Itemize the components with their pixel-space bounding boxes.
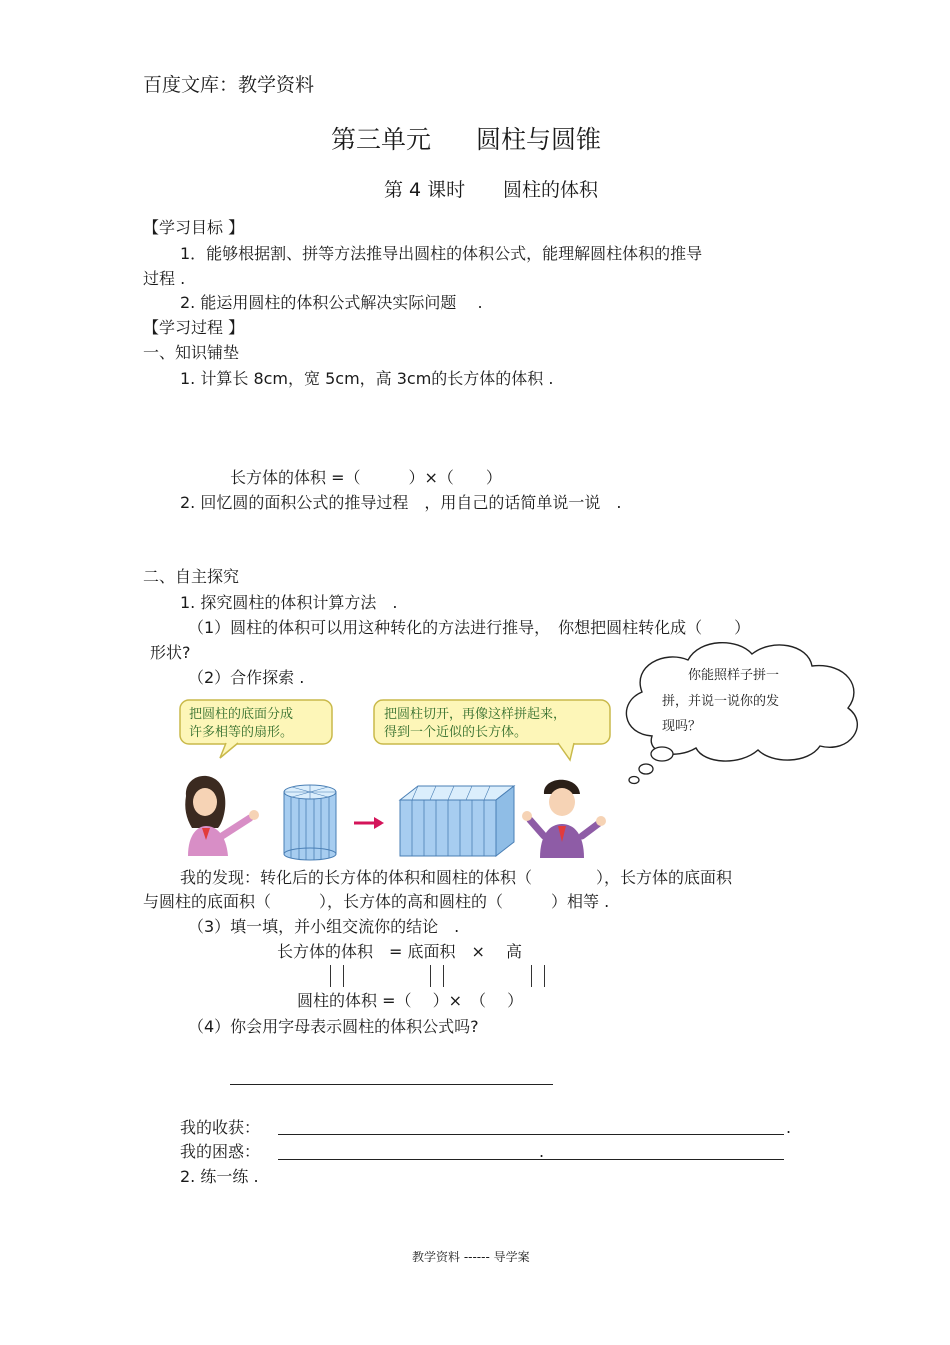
- practice-heading: 2. 练一练 .: [180, 1167, 259, 1186]
- cloud-dot-large: [651, 747, 673, 761]
- gain-answer-line[interactable]: [278, 1134, 784, 1135]
- lesson-topic: 圆柱的体积: [503, 179, 599, 201]
- connector-bar: [531, 965, 532, 987]
- connector-bar: [430, 965, 431, 987]
- section-2-heading: 二、自主探究: [143, 567, 240, 586]
- step-2: （2）合作探索 .: [188, 668, 305, 687]
- box-volume-formula: 长方体的体积 =（ ）×（ ）: [230, 468, 502, 487]
- connector-bar: [544, 965, 545, 987]
- thought-cloud: [612, 636, 870, 786]
- page-footer: 教学资料 ------ 导学案: [412, 1250, 530, 1264]
- goals-heading: 【学习目标 】: [143, 218, 245, 237]
- header-site: 百度文库：教学资料: [143, 74, 315, 96]
- cloud-dot-small: [629, 777, 639, 784]
- section-1-q1: 1. 计算长 8cm，宽 5cm，高 3cm的长方体的体积 .: [180, 369, 554, 388]
- step-1-line-1: （1）圆柱的体积可以用这种转化的方法进行推导， 你想把圆柱转化成（ ）: [188, 618, 751, 637]
- process-heading: 【学习过程 】: [143, 318, 245, 337]
- bubble-boy-line-1: 把圆柱切开，再像这样拼起来，: [384, 707, 567, 722]
- gain-label: 我的收获：: [180, 1118, 261, 1137]
- cloud-text-line-2: 拼，并说一说你的发: [662, 694, 780, 709]
- cloud-dot-medium: [639, 764, 653, 774]
- answer-line[interactable]: [230, 1084, 553, 1085]
- goal-1-line-1: 1．能够根据割、拼等方法推导出圆柱的体积公式，能理解圆柱体积的推导: [180, 244, 703, 263]
- gain-period: .: [786, 1118, 792, 1137]
- confusion-answer-line[interactable]: [278, 1159, 784, 1160]
- connector-bar: [443, 965, 444, 987]
- bubble-girl-line-1: 把圆柱的底面分成: [189, 707, 294, 722]
- section-2-q1: 1. 探究圆柱的体积计算方法 .: [180, 593, 398, 612]
- cuboid-volume-formula: 长方体的体积 = 底面积 × 高: [277, 942, 522, 961]
- discovery-line-1: 我的发现：转化后的长方体的体积和圆柱的体积（ ），长方体的底面积: [180, 868, 733, 887]
- section-1-heading: 一、知识铺垫: [143, 343, 240, 362]
- discovery-line-2: 与圆柱的底面积（ ），长方体的高和圆柱的（ ）相等 .: [143, 892, 610, 911]
- connector-bar: [330, 965, 331, 987]
- cloud-text-line-3: 现吗？: [662, 719, 702, 734]
- connector-bar: [343, 965, 344, 987]
- step-3: （3）填一填，并小组交流你的结论 .: [188, 917, 460, 936]
- cylinder-figure: [284, 785, 336, 860]
- step-4: （4）你会用字母表示圆柱的体积公式吗?: [188, 1017, 479, 1036]
- lesson-number: 第 4 课时: [384, 179, 466, 201]
- confusion-label: 我的困惑：: [180, 1142, 261, 1161]
- illustration: [178, 696, 623, 862]
- goal-2: 2. 能运用圆柱的体积公式解决实际问题 .: [180, 293, 483, 312]
- bubble-girl-line-2: 许多相等的扇形。: [189, 725, 294, 740]
- girl-figure: [185, 776, 259, 856]
- cuboid-figure: [400, 786, 514, 856]
- cloud-text-line-1: 你能照样子拼一: [688, 668, 780, 683]
- step-1-line-2: 形状?: [150, 643, 191, 662]
- cylinder-volume-formula: 圆柱的体积 =（ ）× （ ）: [297, 991, 524, 1010]
- arrow-icon: [354, 817, 384, 829]
- section-1-q2: 2. 回忆圆的面积公式的推导过程 ，用自己的话简单说一说 .: [180, 493, 622, 512]
- confusion-period: .: [539, 1142, 545, 1161]
- bubble-boy-line-2: 得到一个近似的长方体。: [384, 725, 528, 740]
- boy-figure: [522, 780, 606, 858]
- goal-1-line-2: 过程 .: [143, 269, 186, 288]
- unit-topic: 圆柱与圆锥: [476, 125, 602, 154]
- unit-title: 第三单元: [331, 125, 432, 154]
